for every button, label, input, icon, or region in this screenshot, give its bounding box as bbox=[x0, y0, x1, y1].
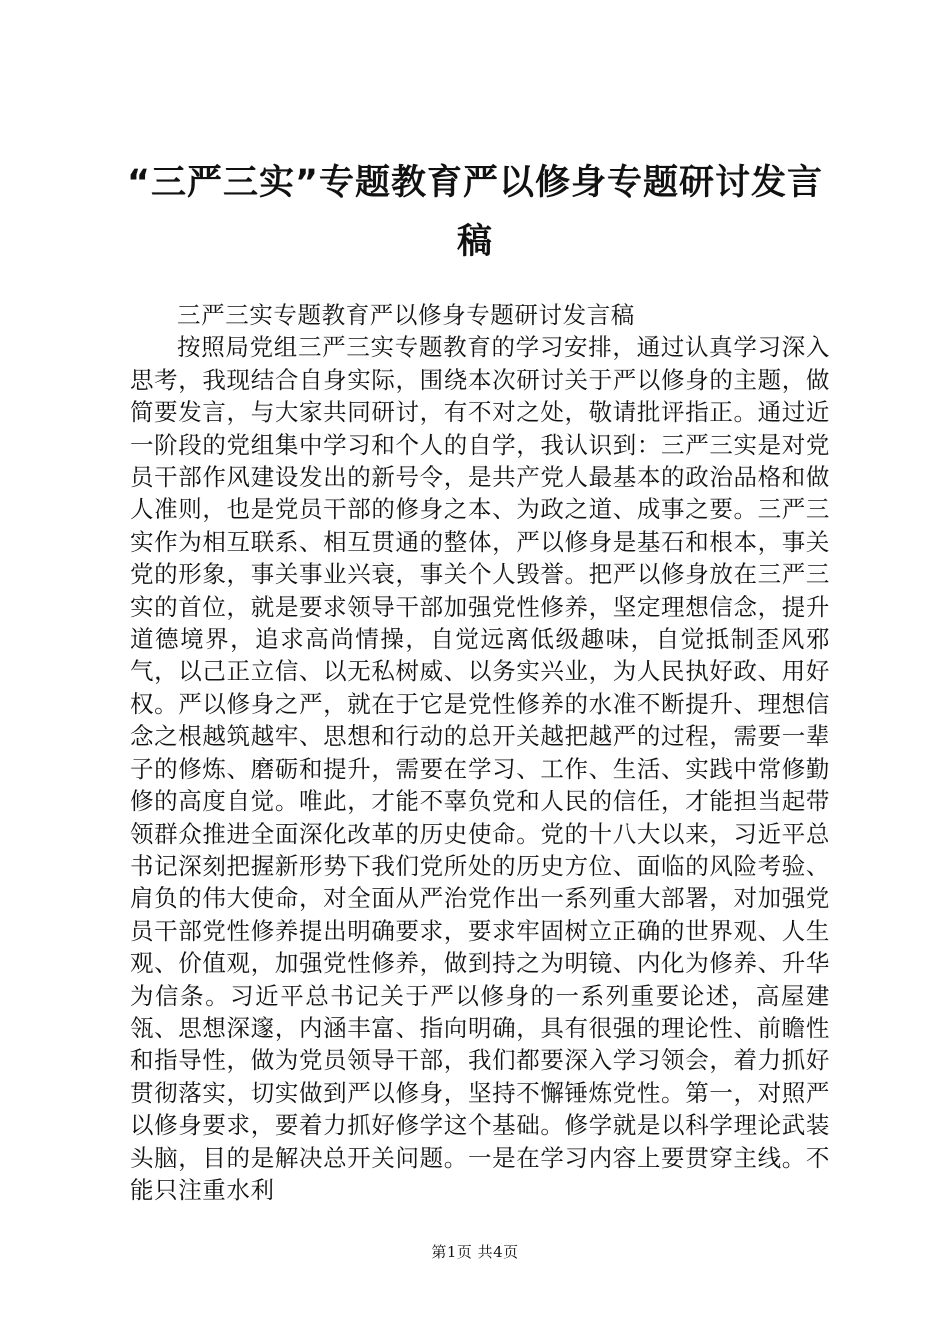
document-subtitle: 三严三实专题教育严以修身专题研讨发言稿 bbox=[177, 301, 635, 329]
page-footer: 第1页 共4页 bbox=[431, 1243, 519, 1261]
body-paragraph: 按照局党组三严三实专题教育的学习安排，通过认真学习深入思考，我现结合自身实际，围绕本次研讨关于严以修身的主题，做简要发言，与大家共同研讨，有不对之处，敬请批评指正。通过近一阶段的党组集中学习和个人的自学，我认识到：三严三实是对党员干部作风建设发出的新号令，是共产党人最基本的政治品格和做人准则，也是党员干部的修身之本、为政之道、成事之要。三严三实作为相互联系、相互贯通的整体，严以修身是基石和根本，事关党的形象，事关事业兴衰，事关个人毁誉。把严以修身放在三严三实的首位，就是要求领导干部加强党性修养，坚定理想信念，提升道德境界，追求高尚情操，自觉远离低级趣味，自觉抵制歪风邪气，以己正立信、以无私树威、以务实兴业，为人民执好政、用好权。严以修身之严，就在于它是党性修养的水准不断提升、理想信念之根越筑越牢、思想和行动的总开关越把越严的过程，需要一辈子的修炼、磨砺和提升，需要在学习、工作、生活、实践中常修勤修的高度自觉。唯此，才能不辜负党和人民的信任，才能担当起带领群众推进全面深化改革的历史使命。党的十八大以来，习近平总书记深刻把握新形势下我们党所处的历史方位、面临的风险考验、肩负的伟大使命，对全面从严治党作出一系列重大部署，对加强党员干部党性修养提出明确要求，要求牢固树立正确的世界观、人生观、价值观，加强党性修养，做到持之为明镜、内化为修养、升华为信条。习近平总书记关于严以修身的一系列重要论述，高屋建瓴、思想深邃，内涵丰富、指向明确，具有很强的理论性、前瞻性和指导性，做为党员领导干部，我们都要深入学习领会，着力抓好贯彻落实，切实做到严以修身，坚持不懈锤炼党性。第一，对照严以修身要求，要着力抓好修学这个基础。修学就是以科学理论武装头脑，目的是解决总开关问题。一是在学习内容上要贯穿主线。不能只注重水利 bbox=[130, 333, 830, 1204]
document-title-line-2: 稿 bbox=[456, 222, 493, 262]
document-title-line-1: “三严三实”专题教育严以修身专题研讨发言 bbox=[126, 163, 823, 203]
document-body bbox=[130, 299, 830, 1206]
